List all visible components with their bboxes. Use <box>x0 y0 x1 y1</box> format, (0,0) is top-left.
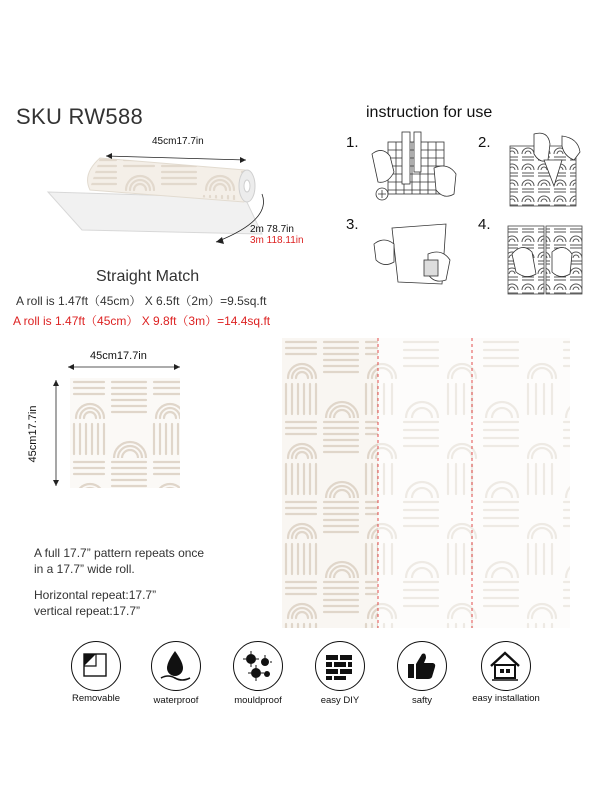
easy-installation-feature <box>481 641 531 691</box>
step-number-4: 4. <box>478 216 491 233</box>
sample-width-arrow <box>66 360 182 372</box>
step-4-smooth-illustration <box>504 218 586 298</box>
feature-label-easy-diy: easy DIY <box>320 695 360 706</box>
easy-diy-feature <box>315 641 365 691</box>
feature-label-mouldproof: mouldproof <box>234 695 282 706</box>
step-2-peel-illustration <box>504 130 584 210</box>
step-number-2: 2. <box>478 134 491 151</box>
feature-label-waterproof: waterproof <box>153 695 199 706</box>
step-1-measure-illustration <box>368 128 460 208</box>
mouldproof-feature <box>233 641 283 691</box>
step-number-1: 1. <box>346 134 359 151</box>
brick-wall-icon <box>316 642 363 689</box>
repeat-description-line-2: in a 17.7” wide roll. <box>34 562 135 576</box>
roll-width-label: 45cm17.7in <box>152 136 204 147</box>
step-number-3: 3. <box>346 216 359 233</box>
feature-label-removable: Removable <box>71 693 121 704</box>
vertical-repeat: vertical repeat:17.7” <box>34 604 141 618</box>
wall-panels-illustration <box>282 338 570 628</box>
instruction-title: instruction for use <box>366 104 493 121</box>
roll-size-3m: A roll is 1.47ft（45cm） X 9.8ft（3m）=14.4sq.ft <box>13 314 271 328</box>
sku-title: SKU RW588 <box>16 104 144 129</box>
sample-height-label: 45cm17.7in <box>27 405 39 463</box>
feature-label-safety: safty <box>411 695 433 706</box>
sample-height-arrow <box>50 378 62 488</box>
water-drop-icon <box>152 642 199 689</box>
thumbs-up-icon <box>398 642 445 689</box>
roll-size-2m: A roll is 1.47ft（45cm） X 6.5ft（2m）=9.5sq.ft <box>16 294 267 308</box>
house-icon <box>482 642 529 689</box>
mould-icon <box>234 642 281 689</box>
repeat-description-line-1: A full 17.7” pattern repeats once <box>34 546 205 560</box>
horizontal-repeat: Horizontal repeat:17.7” <box>34 588 157 602</box>
step-3-align-illustration <box>368 214 460 294</box>
peel-off-icon <box>72 642 119 689</box>
sample-width-label: 45cm17.7in <box>90 350 147 362</box>
pattern-sample-swatch <box>70 378 180 488</box>
removable-feature <box>71 641 121 691</box>
roll-length-label-3m: 3m 118.11in <box>250 235 304 246</box>
waterproof-feature <box>151 641 201 691</box>
straight-match-title: Straight Match <box>96 268 200 285</box>
safety-feature <box>397 641 447 691</box>
roll-length-label-2m: 2m 78.7in <box>250 224 294 235</box>
feature-label-easy-installation: easy installation <box>472 693 540 704</box>
